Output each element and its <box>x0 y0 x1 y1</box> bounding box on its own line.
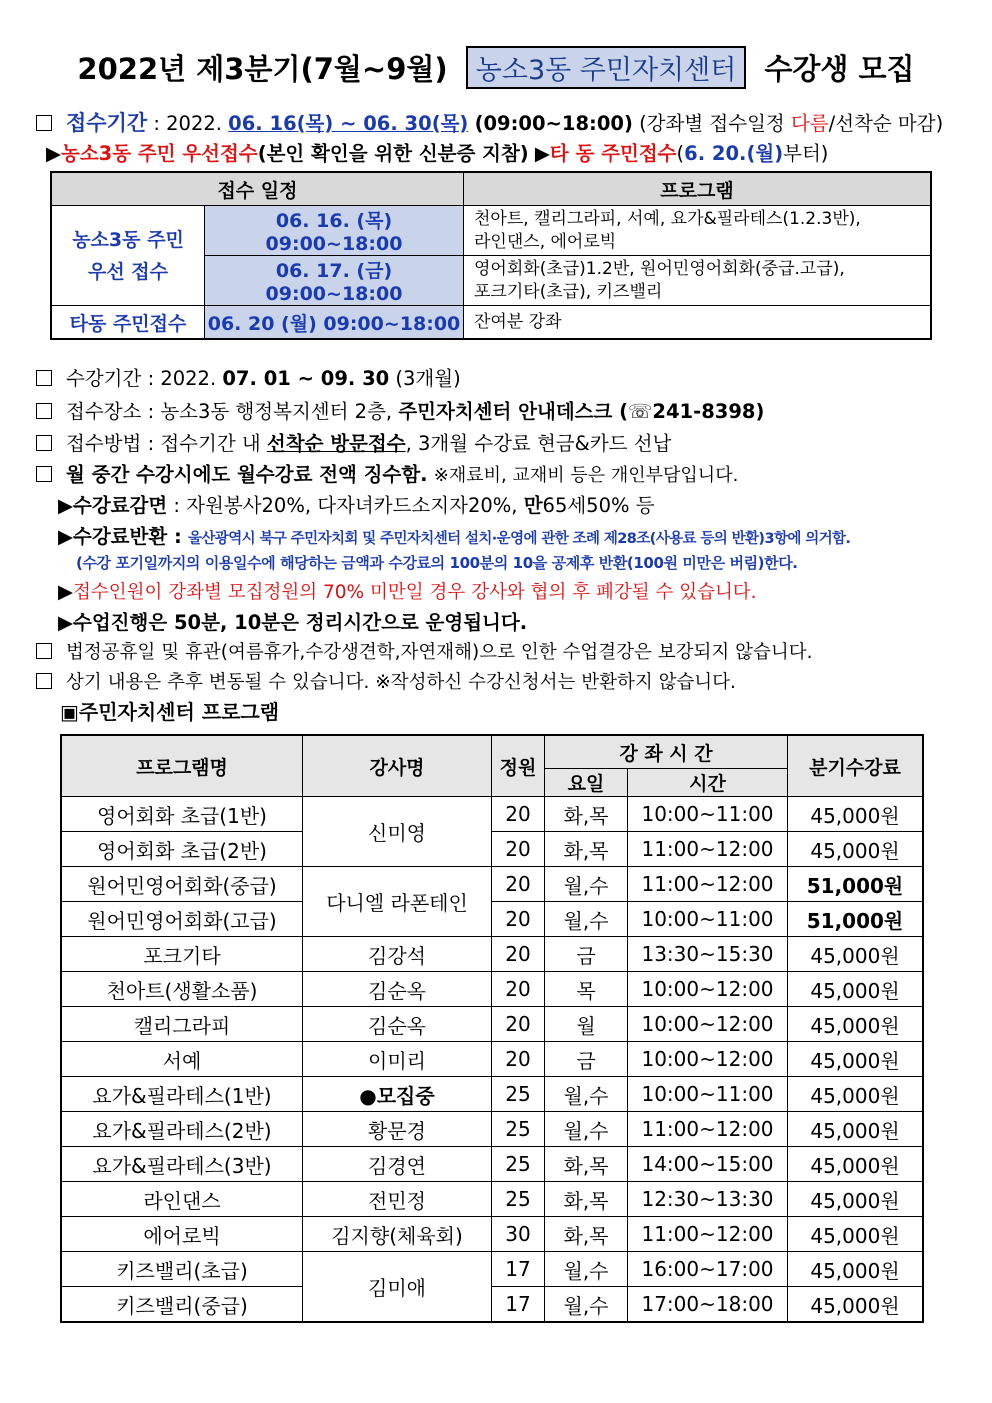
capacity-cell: 17 <box>492 1287 545 1323</box>
teacher-cell: ●모집중 <box>303 1077 492 1112</box>
program-name-cell: 키즈밸리(중급) <box>61 1287 303 1323</box>
fee-cell: 45,000원 <box>788 1252 924 1287</box>
fee-cell: 45,000원 <box>788 1147 924 1182</box>
time-cell: 17:00~18:00 <box>628 1287 788 1323</box>
teacher-cell: 다니엘 라폰테인 <box>303 867 492 937</box>
program-name-cell: 요가&필라테스(1반) <box>61 1077 303 1112</box>
day-cell: 화,목 <box>545 797 628 832</box>
refund-line-2: (수강 포기일까지의 이용일수에 해당하는 금액과 수강료의 100분의 10을 공제후 반환(100원 미만은 버림)한다. <box>76 554 798 572</box>
day-cell: 목 <box>545 972 628 1007</box>
table-row <box>61 1287 923 1323</box>
table-row <box>61 1042 923 1077</box>
schedule-date: 06. 20 (월) 09:00~18:00 <box>205 306 464 340</box>
schedule-date: 06. 17. (금) 09:00~18:00 <box>205 256 464 306</box>
day-cell: 화,목 <box>545 832 628 867</box>
day-cell: 월,수 <box>545 867 628 902</box>
change-line: 상기 내용은 추후 변동될 수 있습니다. ※작성하신 수강신청서는 반환하지 않습니다. <box>36 668 736 694</box>
day-cell: 월 <box>545 1007 628 1042</box>
table-row <box>61 1007 923 1042</box>
title-center-box: 농소3동 주민자치센터 <box>466 46 747 89</box>
title-pre: 2022년 제3분기(7월~9월) <box>77 52 448 86</box>
time-cell: 11:00~12:00 <box>628 1217 788 1252</box>
fee-cell: 45,000원 <box>788 1007 924 1042</box>
reception-dates: 06. 16(목) ~ 06. 30(목) <box>228 112 469 135</box>
checkbox-icon <box>36 403 52 419</box>
holiday-line: 법정공휴일 및 휴관(여름휴가,수강생견학,자연재해)으로 인한 수업결강은 보강되지 않습니다. <box>36 638 812 664</box>
col-day: 요일 <box>545 769 628 797</box>
time-cell: 10:00~12:00 <box>628 1007 788 1042</box>
capacity-cell: 25 <box>492 1112 545 1147</box>
teacher-cell: 김경연 <box>303 1147 492 1182</box>
program-name-cell: 캘리그라피 <box>61 1007 303 1042</box>
day-cell: 월,수 <box>545 1112 628 1147</box>
time-cell: 11:00~12:00 <box>628 832 788 867</box>
capacity-cell: 20 <box>492 972 545 1007</box>
teacher-cell: 김순옥 <box>303 1007 492 1042</box>
discount-line: ▶수강료감면 : 자원봉사20%, 다자녀카드소지자20%, 만65세50% 등 <box>58 494 655 517</box>
checkbox-icon <box>36 370 52 386</box>
course-period-line: 수강기간 : 2022. 07. 01 ~ 09. 30 (3개월) <box>36 363 461 391</box>
time-cell: 10:00~11:00 <box>628 902 788 937</box>
capacity-cell: 20 <box>492 832 545 867</box>
fee-cell: 45,000원 <box>788 1182 924 1217</box>
col-capacity: 정원 <box>492 735 545 797</box>
time-cell: 12:30~13:30 <box>628 1182 788 1217</box>
time-cell: 11:00~12:00 <box>628 867 788 902</box>
program-name-cell: 천아트(생활소품) <box>61 972 303 1007</box>
capacity-cell: 25 <box>492 1077 545 1112</box>
table-row <box>61 1147 923 1182</box>
day-cell: 월,수 <box>545 1287 628 1323</box>
table-row <box>61 832 923 867</box>
capacity-cell: 20 <box>492 797 545 832</box>
time-cell: 10:00~11:00 <box>628 797 788 832</box>
priority-line: ▶농소3동 주민 우선접수(본인 확인을 위한 신분증 지참) ▶타 동 주민접수(6. 20.(월)부터) <box>46 142 829 165</box>
program-table <box>60 734 924 1323</box>
reception-period-line: 접수기간 : 2022. 06. 16(목) ~ 06. 30(목) (09:00~18:00) (강좌별 접수일정 다름/선착순 마감) <box>36 107 943 137</box>
program-heading: ▣주민자치센터 프로그램 <box>60 700 280 724</box>
schedule-date: 06. 16. (목) 09:00~18:00 <box>205 206 464 256</box>
teacher-cell: 전민정 <box>303 1182 492 1217</box>
reception-schedule-table <box>50 171 932 340</box>
schedule-header-date: 접수 일정 <box>51 172 464 206</box>
program-name-cell: 라인댄스 <box>61 1182 303 1217</box>
fee-cell: 45,000원 <box>788 1077 924 1112</box>
refund-line: ▶수강료반환 : 울산광역시 북구 주민자치회 및 주민자치센터 설치·운영에 관한 조례 제28조(사용료 등의 반환)3항에 의거함. <box>58 525 851 548</box>
time-cell: 14:00~15:00 <box>628 1147 788 1182</box>
day-cell: 금 <box>545 937 628 972</box>
page-title <box>0 46 992 89</box>
program-name-cell: 영어회화 초급(2반) <box>61 832 303 867</box>
capacity-cell: 20 <box>492 867 545 902</box>
time-cell: 10:00~12:00 <box>628 972 788 1007</box>
teacher-cell: 이미리 <box>303 1042 492 1077</box>
schedule-programs: 천아트, 캘리그라피, 서예, 요가&필라테스(1.2.3반), 라인댄스, 에어로빅 <box>464 206 932 256</box>
col-teacher: 강사명 <box>303 735 492 797</box>
day-cell: 월,수 <box>545 1252 628 1287</box>
col-fee: 분기수강료 <box>788 735 924 797</box>
fee-cell: 45,000원 <box>788 972 924 1007</box>
table-row <box>61 902 923 937</box>
table-row <box>61 797 923 832</box>
capacity-cell: 20 <box>492 1007 545 1042</box>
capacity-cell: 25 <box>492 1182 545 1217</box>
fee-cell: 45,000원 <box>788 937 924 972</box>
program-name-cell: 요가&필라테스(2반) <box>61 1112 303 1147</box>
day-cell: 화,목 <box>545 1182 628 1217</box>
table-row <box>61 937 923 972</box>
fee-cell: 45,000원 <box>788 832 924 867</box>
teacher-cell: 김미애 <box>303 1252 492 1323</box>
program-name-cell: 에어로빅 <box>61 1217 303 1252</box>
method-line: 접수방법 : 접수기간 내 선착순 방문접수, 3개월 수강료 현금&카드 선납 <box>36 428 671 456</box>
table-row <box>61 972 923 1007</box>
capacity-cell: 20 <box>492 1042 545 1077</box>
capacity-cell: 20 <box>492 902 545 937</box>
teacher-cell: 김순옥 <box>303 972 492 1007</box>
capacity-cell: 30 <box>492 1217 545 1252</box>
day-cell: 화,목 <box>545 1147 628 1182</box>
day-cell: 금 <box>545 1042 628 1077</box>
time-cell: 13:30~15:30 <box>628 937 788 972</box>
fee-cell: 51,000원 <box>788 902 924 937</box>
table-row <box>61 1112 923 1147</box>
table-row <box>61 1252 923 1287</box>
time-cell: 10:00~12:00 <box>628 1042 788 1077</box>
schedule-header-program: 프로그램 <box>464 172 932 206</box>
time-cell: 11:00~12:00 <box>628 1112 788 1147</box>
fee-cell: 51,000원 <box>788 867 924 902</box>
schedule-group-other: 타동 주민접수 <box>51 306 205 340</box>
capacity-cell: 17 <box>492 1252 545 1287</box>
fee-cell: 45,000원 <box>788 1042 924 1077</box>
day-cell: 월,수 <box>545 1077 628 1112</box>
full-fee-line: 월 중간 수강시에도 월수강료 전액 징수함. ※재료비, 교재비 등은 개인부담입니다. <box>36 459 738 487</box>
fee-cell: 45,000원 <box>788 1287 924 1323</box>
col-time-group: 강 좌 시 간 <box>545 735 788 769</box>
checkbox-icon <box>36 435 52 451</box>
table-row <box>61 1217 923 1252</box>
fee-cell: 45,000원 <box>788 1217 924 1252</box>
program-name-cell: 서예 <box>61 1042 303 1077</box>
checkbox-icon <box>36 673 52 689</box>
fee-cell: 45,000원 <box>788 1112 924 1147</box>
table-row <box>61 1182 923 1217</box>
capacity-cell: 20 <box>492 937 545 972</box>
program-name-cell: 포크기타 <box>61 937 303 972</box>
program-name-cell: 원어민영어회화(중급) <box>61 867 303 902</box>
table-row <box>61 1077 923 1112</box>
cancel-line: ▶접수인원이 강좌별 모집정원의 70% 미만일 경우 강사와 협의 후 폐강될 수 있습니다. <box>58 580 757 603</box>
checkbox-icon <box>36 643 52 659</box>
program-name-cell: 키즈밸리(초급) <box>61 1252 303 1287</box>
teacher-cell: 김강석 <box>303 937 492 972</box>
checkbox-icon <box>36 115 52 131</box>
time-cell: 10:00~11:00 <box>628 1077 788 1112</box>
checkbox-icon <box>36 466 52 482</box>
duration-line: ▶수업진행은 50분, 10분은 정리시간으로 운영됩니다. <box>58 611 528 634</box>
program-name-cell: 원어민영어회화(고급) <box>61 902 303 937</box>
schedule-programs: 잔여분 강좌 <box>464 306 932 340</box>
schedule-programs: 영어회화(초급)1.2반, 원어민영어회화(중급.고급), 포크기타(초급), 키즈밸리 <box>464 256 932 306</box>
col-name: 프로그램명 <box>61 735 303 797</box>
program-name-cell: 요가&필라테스(3반) <box>61 1147 303 1182</box>
col-time: 시간 <box>628 769 788 797</box>
day-cell: 월,수 <box>545 902 628 937</box>
schedule-group-local: 농소3동 주민 우선 접수 <box>51 206 205 306</box>
fee-cell: 45,000원 <box>788 797 924 832</box>
program-name-cell: 영어회화 초급(1반) <box>61 797 303 832</box>
teacher-cell: 신미영 <box>303 797 492 867</box>
time-cell: 16:00~17:00 <box>628 1252 788 1287</box>
capacity-cell: 25 <box>492 1147 545 1182</box>
table-row <box>61 867 923 902</box>
place-line: 접수장소 : 농소3동 행정복지센터 2층, 주민자치센터 안내데스크 (☏241-8398) <box>36 396 764 424</box>
teacher-cell: 황문경 <box>303 1112 492 1147</box>
teacher-cell: 김지향(체육회) <box>303 1217 492 1252</box>
title-post: 수강생 모집 <box>764 52 915 86</box>
day-cell: 화,목 <box>545 1217 628 1252</box>
